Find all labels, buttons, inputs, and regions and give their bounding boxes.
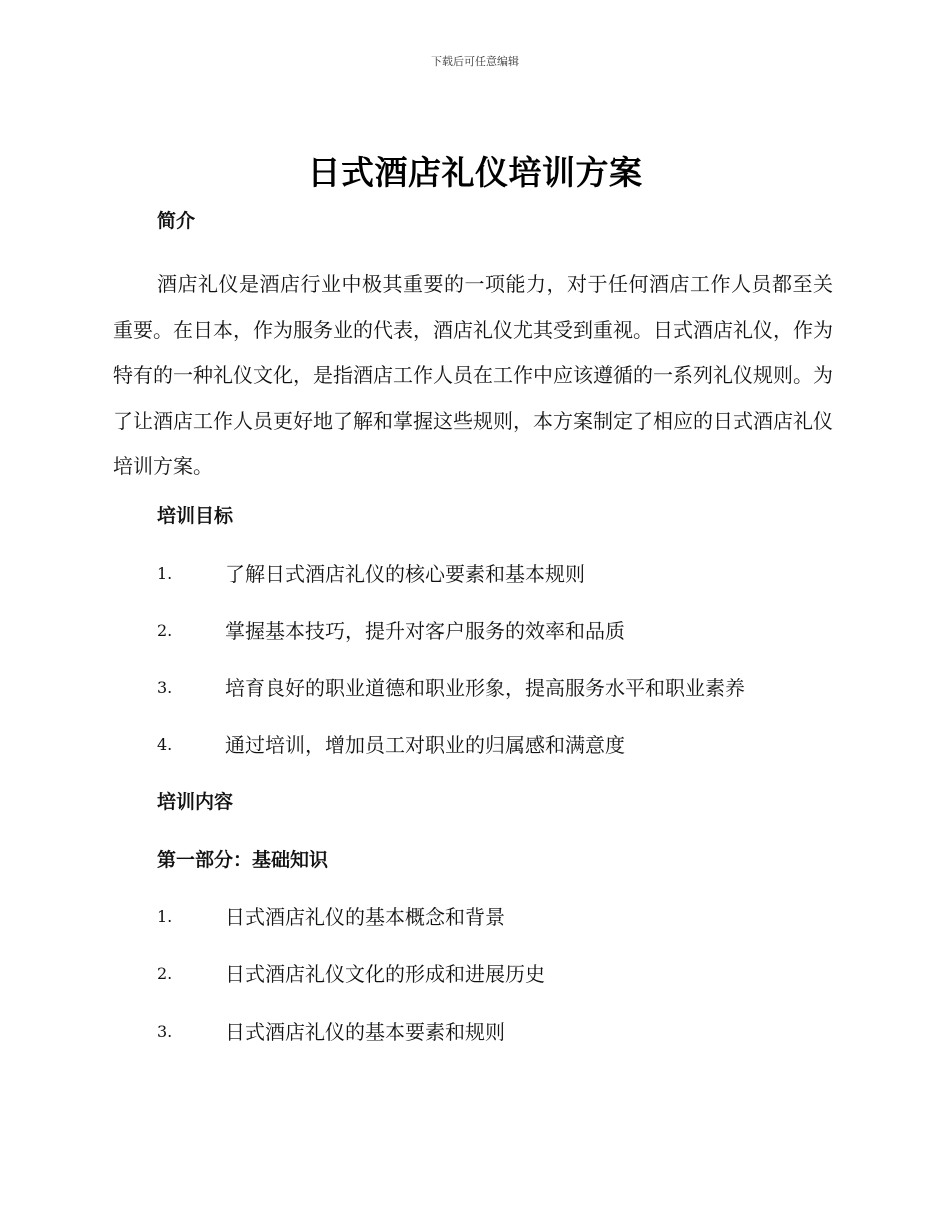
list-text: 培育良好的职业道德和职业形象，提高服务水平和职业素养 [225,676,745,700]
list-text: 通过培训，增加员工对职业的归属感和满意度 [225,733,625,757]
list-text: 日式酒店礼仪的基本概念和背景 [225,905,505,929]
list-number: 3. [157,678,173,697]
subsection-heading-part1: 第一部分：基础知识 [157,849,329,871]
list-number: 1. [157,564,173,583]
list-number: 2. [157,964,173,983]
list-number: 2. [157,621,173,640]
list-number: 3. [157,1022,173,1041]
list-text: 日式酒店礼仪的基本要素和规则 [225,1020,505,1044]
list-text: 了解日式酒店礼仪的核心要素和基本规则 [225,562,585,586]
list-number: 1. [157,907,173,926]
section-heading-content: 培训内容 [157,791,234,813]
section-heading-goals: 培训目标 [157,505,234,527]
list-number: 4. [157,735,173,754]
list-text: 日式酒店礼仪文化的形成和进展历史 [225,962,545,986]
list-text: 掌握基本技巧，提升对客户服务的效率和品质 [225,619,625,643]
section-heading-intro: 简介 [157,210,196,232]
document-title: 日式酒店礼仪培训方案 [307,153,643,192]
intro-paragraph: 酒店礼仪是酒店行业中极其重要的一项能力，对于任何酒店工作人员都至关重要。在日本，作为服务业的代表，酒店礼仪尤其受到重视。日式酒店礼仪，作为特有的一种礼仪文化，是指酒店工作人员在工作中应该遵循的一系列礼仪规则。为了让酒店工作人员更好地了解和掌握这些规则，本方案制定了相应的日式酒店礼仪培训方案。 [113,272,833,478]
page-header-note: 下载后可任意编辑 [431,55,519,68]
